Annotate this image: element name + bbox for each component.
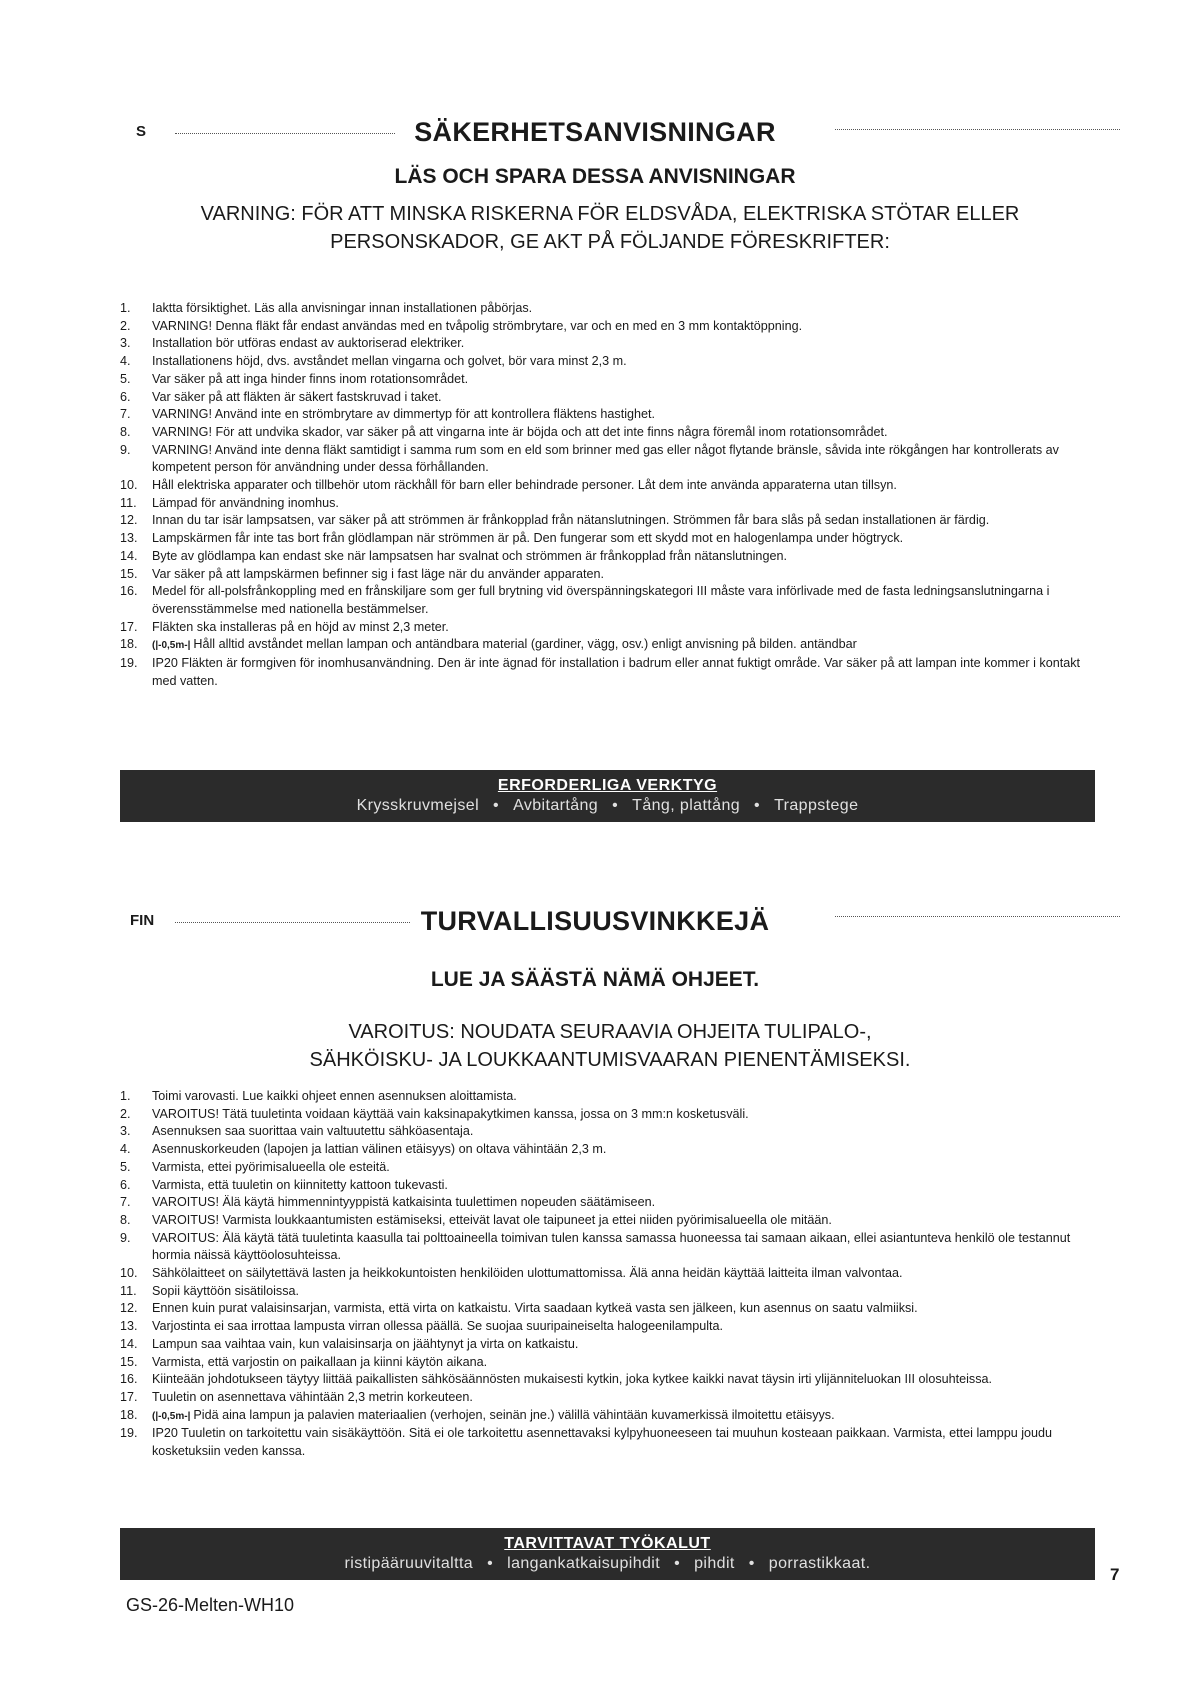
item-number: 12. [120,1301,138,1316]
item-text [152,1177,1095,1195]
right-dotted-rule [835,129,1120,130]
list-item [120,335,1095,353]
item-body: Toimi varovasti. Lue kaikki ohjeet ennen asennuksen aloittamista. [152,1089,517,1103]
item-body: Sopii käyttöön sisätiloissa. [152,1283,299,1298]
item-number: 12. [120,513,138,528]
list-item [120,548,1095,566]
item-body: Asennuskorkeuden (lapojen ja lattian välinen etäisyys) on oltava vähintään 2,3 m. [152,1142,607,1157]
item-text [152,1407,1095,1426]
swedish-header-row [0,117,1190,157]
item-body: Innan du tar isär lampsatsen, var säker på att strömmen är frånkopplad från nätanslutningen. Strömmen får bara slås på sedan installationen är färdig. [152,513,990,528]
bullet-separator: • [612,797,619,814]
item-body: VAROITUS! Varmista loukkaantumisten estämiseksi, etteivät lavat ole taipuneet ja ettei niiden pyörimisalueella ole mitään. [152,1212,832,1227]
item-text [152,353,1095,371]
item-text [152,1212,1095,1230]
item-text [152,1283,1095,1301]
item-number: 17. [120,619,138,634]
model-code: GS-26-Melten-WH10 [126,1595,295,1615]
item-body: Sähkölaitteet on säilytettävä lasten ja heikkokuntoisten henkilöiden ulottumattomissa. Älä anna heidän käyttää laitteita ilman valvontaa. [152,1266,903,1281]
list-item [120,406,1095,424]
item-number: 19. [120,656,138,671]
list-item [120,1407,1095,1426]
item-number: 8. [120,1212,131,1227]
item-text [152,655,1095,690]
right-dotted-rule [835,916,1120,917]
warning-text [160,200,1060,256]
language-code: S [136,123,147,140]
list-item [120,1123,1095,1141]
list-item [120,1265,1095,1283]
item-text [152,530,1095,548]
distance-symbol-icon: (|-0,5m-| [152,1410,191,1422]
item-number: 17. [120,1389,138,1404]
item-body: VARNING! Använd inte en strömbrytare av dimmertyp för att kontrollera fläktens hastighet. [152,407,656,422]
item-number: 16. [120,1372,138,1387]
item-text [152,389,1095,407]
item-number: 13. [120,531,138,546]
item-number: 3. [120,336,131,351]
bullet-separator: • [487,1555,494,1572]
item-body: Varjostinta ei saa irrottaa lampusta virran ollessa päällä. Se suojaa suuripaineiselta halogeenilampulta. [152,1319,724,1334]
item-body: Tuuletin on asennettava vähintään 2,3 metrin korkeuteen. [152,1389,473,1404]
item-text [152,1371,1095,1389]
item-text [152,1265,1095,1283]
list-item [120,1425,1095,1460]
item-number: 1. [120,301,131,315]
list-item [120,583,1095,618]
item-number: 6. [120,1177,131,1192]
item-number: 14. [120,548,138,563]
warning-line-1: VARNING: FÖR ATT MINSKA RISKERNA FÖR ELDSVÅDA, ELEKTRISKA STÖTAR ELLER [200,203,1020,225]
item-body: Varmista, ettei pyörimisalueella ole esteitä. [152,1159,390,1174]
item-body: VAROITUS: Älä käytä tätä tuuletinta kaasulla tai polttoaineella toimivan tulen kanssa samassa huoneessa tai samaan aikaan, ellei asiantunteva henkilö ole testannut hormia näissä käyttöolosuhteissa. [152,1230,1071,1263]
list-item [120,619,1095,637]
item-number: 19. [120,1426,138,1441]
tool-name: Tång, plattång [632,797,741,814]
list-item [120,512,1095,530]
item-text [152,1300,1095,1318]
page-title: TURVALLISUUSVINKKEJÄ [420,906,770,936]
bullet-separator: • [493,797,500,814]
list-item [120,530,1095,548]
item-text [152,318,1095,336]
item-number: 8. [120,424,131,439]
list-item [120,1194,1095,1212]
item-body: Installation bör utföras endast av auktoriserad elektriker. [152,336,465,351]
item-number: 10. [120,478,138,493]
item-text [152,583,1095,618]
tools-bar [120,770,1095,822]
item-text [152,1159,1095,1177]
list-item [120,1371,1095,1389]
item-text [152,1318,1095,1336]
item-body: VARNING! Använd inte denna fläkt samtidigt i samma rum som en eld som brinner med gas eller något flytande bränsle, såvida inte rökgången har kontrollerats av kompetent person för användning under dessa förhållanden. [152,442,1059,475]
list-item [120,655,1095,690]
item-text [152,1106,1095,1124]
item-body: Installationens höjd, dvs. avståndet mellan vingarna och golvet, bör vara minst 2,3 m. [152,354,627,369]
item-body: Var säker på att fläkten är säkert fastskruvad i taket. [152,389,442,404]
item-number: 4. [120,354,131,369]
item-number: 7. [120,1195,131,1210]
list-item [120,353,1095,371]
item-text [152,424,1095,442]
item-body: VAROITUS! Älä käytä himmennintyyppistä katkaisinta tuulettimen nopeuden säätämiseen. [152,1195,656,1210]
list-item [120,477,1095,495]
list-item [120,1088,1095,1106]
tool-name: porrastikkaat. [768,1555,871,1572]
list-item [120,442,1095,477]
list-item [120,636,1095,655]
item-body: Varmista, että tuuletin on kiinnitetty kattoon tukevasti. [152,1177,448,1192]
list-item [120,424,1095,442]
item-body: Byte av glödlampa kan endast ske när lampsatsen har svalnat och strömmen är frånkopplad från nätanslutningen. [152,548,787,563]
item-body: IP20 Fläkten är formgiven för inomhusanvändning. Den är inte ägnad för installation i badrum eller annat fuktigt område. Var säker på att lampan inte kommer i kontakt med vatten. [152,656,1080,688]
item-body: Asennuksen saa suorittaa vain valtuutettu sähköasentaja. [152,1124,474,1139]
item-number: 5. [120,1159,131,1174]
list-item [120,1141,1095,1159]
item-text [152,1141,1095,1159]
item-number: 2. [120,318,131,333]
item-number: 15. [120,1354,138,1369]
item-number: 18. [120,1407,138,1422]
item-body: VARNING! För att undvika skador, var säker på att vingarna inte är böjda och att det inte finns några föremål inom rotationsområdet. [152,424,888,439]
tool-name: langankatkaisupihdit [507,1555,661,1572]
list-item [120,1283,1095,1301]
item-body: Lämpad för användning inomhus. [152,495,339,510]
item-number: 7. [120,407,131,422]
item-body: Medel för all-polsfrånkoppling med en frånskiljare som ger full brytning vid överspänningskategori III måste vara införlivade med de fasta ledningsanslutningarna i överensstämmelse med nationella bestämmelser. [152,584,1050,616]
item-body: Lampskärmen får inte tas bort från glödlampan när strömmen är på. Den fungerar som ett skydd mot en halogenlampa under högtryck. [152,531,904,546]
list-item [120,389,1095,407]
page-title: SÄKERHETSANVISNINGAR [414,117,776,147]
bullet-separator: • [754,797,761,814]
safety-instructions-list [120,1088,1095,1461]
distance-symbol-icon: (|-0,5m-| [152,640,191,652]
item-text [152,1123,1095,1141]
warning-line-1: VAROITUS: NOUDATA SEURAAVIA OHJEITA TULIPALO-, [348,1021,872,1043]
item-text [152,1336,1095,1354]
item-body: Iaktta försiktighet. Läs alla anvisningar innan installationen påbörjas. [152,301,533,315]
tools-list [120,1555,1095,1573]
item-number: 16. [120,584,138,599]
list-item [120,1318,1095,1336]
list-item [120,1159,1095,1177]
item-body: IP20 Tuuletin on tarkoitettu vain sisäkäyttöön. Sitä ei ole tarkoitettu asennettavaksi kylpyhuoneeseen tai muuhun kosteaan paikkaan. Varmista, ettei lamppu joudu kosketuksiin veden kanssa. [152,1426,1053,1459]
item-number: 11. [120,1283,137,1298]
item-text [152,477,1095,495]
item-number: 15. [120,566,138,581]
item-number: 3. [120,1124,131,1139]
item-body: Ennen kuin purat valaisinsarjan, varmista, että virta on katkaistu. Virta saadaan kytkeä vasta sen jälkeen, kun asennus on saatu valmiiksi. [152,1301,918,1316]
item-body: VARNING! Denna fläkt får endast användas med en tvåpolig strömbrytare, var och en med en 3 mm kontaktöppning. [152,318,803,333]
item-number: 10. [120,1266,138,1281]
tools-list [120,797,1095,815]
list-item [120,1354,1095,1372]
item-text [152,1088,1095,1106]
item-body: Var säker på att lampskärmen befinner sig i fast läge när du använder apparaten. [152,566,605,581]
list-item [120,1106,1095,1124]
item-text [152,442,1095,477]
item-text [152,406,1095,424]
list-item [120,318,1095,336]
tool-name: Krysskruvmejsel [356,797,480,814]
subtitle: LUE JA SÄÄSTÄ NÄMÄ OHJEET. [430,968,760,991]
subtitle: LÄS OCH SPARA DESSA ANVISNINGAR [394,165,796,188]
item-body: Lampun saa vaihtaa vain, kun valaisinsarja on jäähtynyt ja virta on katkaistu. [152,1336,579,1351]
item-body: Varmista, että varjostin on paikallaan ja kiinni käytön aikana. [152,1354,488,1369]
item-number: 9. [120,1230,131,1245]
item-number: 2. [120,1106,131,1121]
tool-name: ristipääruuvitaltta [344,1555,474,1572]
item-text [152,335,1095,353]
item-body: Fläkten ska installeras på en höjd av minst 2,3 meter. [152,619,449,634]
tool-name: pihdit [694,1555,735,1572]
list-item [120,1300,1095,1318]
warning-text [160,1018,1060,1074]
page-number: 7 [1110,1565,1120,1584]
item-text [152,495,1095,513]
tools-title: TARVITTAVAT TYÖKALUT [504,1535,711,1552]
item-text [152,1230,1095,1265]
item-text [152,371,1095,389]
item-number: 13. [120,1319,138,1334]
item-body: VAROITUS! Tätä tuuletinta voidaan käyttää vain kaksinapakytkimen kanssa, jossa on 3 mm:n kosketusväli. [152,1106,749,1121]
item-text [152,636,1095,655]
item-number: 18. [120,637,138,652]
item-number: 1. [120,1089,131,1103]
item-text [152,1354,1095,1372]
bullet-separator: • [674,1555,681,1572]
tool-name: Avbitartång [513,797,599,814]
warning-line-2: SÄHKÖISKU- JA LOUKKAANTUMISVAARAN PIENENTÄMISEKSI. [309,1049,911,1071]
safety-instructions-list [120,300,1095,690]
item-text [152,1389,1095,1407]
list-item [120,1212,1095,1230]
bullet-separator: • [748,1555,755,1572]
item-text [152,300,1095,318]
item-text [152,566,1095,584]
language-code: FIN [130,912,155,929]
tools-bar [120,1528,1095,1580]
list-item [120,1336,1095,1354]
list-item [120,495,1095,513]
item-number: 6. [120,389,131,404]
item-body: Håll alltid avståndet mellan lampan och antändbara material (gardiner, vägg, osv.) enligt anvisning på bilden. antändbar [193,637,857,652]
item-number: 9. [120,442,131,457]
item-text [152,512,1095,530]
item-text [152,1194,1095,1212]
list-item [120,1230,1095,1265]
list-item [120,371,1095,389]
tools-title: ERFORDERLIGA VERKTYG [497,777,718,794]
item-body: Håll elektriska apparater och tillbehör utom räckhåll för barn eller behindrade personer. Låt dem inte använda apparaterna utan tillsyn. [152,478,897,493]
item-number: 14. [120,1336,138,1351]
item-number: 11. [120,495,137,510]
item-number: 4. [120,1142,131,1157]
item-text [152,548,1095,566]
item-text [152,1425,1095,1460]
finnish-header-row [0,906,1190,946]
list-item [120,1389,1095,1407]
list-item [120,1177,1095,1195]
item-body: Kiinteään johdotukseen täytyy liittää paikallisten sähkösäännösten mukaisesti kytkin, joka kytkee kaikki navat täysin irti ylijänniteluokan III olosuhteissa. [152,1372,993,1387]
list-item [120,300,1095,318]
item-body: Var säker på att inga hinder finns inom rotationsområdet. [152,371,469,386]
list-item [120,566,1095,584]
tool-name: Trappstege [774,797,859,814]
item-text [152,619,1095,637]
item-body: Pidä aina lampun ja palavien materiaalien (verhojen, seinän jne.) välillä vähintään kuvamerkissä ilmoitettu etäisyys. [193,1407,835,1422]
warning-line-2: PERSONSKADOR, GE AKT PÅ FÖLJANDE FÖRESKRIFTER: [330,231,890,253]
item-number: 5. [120,371,131,386]
